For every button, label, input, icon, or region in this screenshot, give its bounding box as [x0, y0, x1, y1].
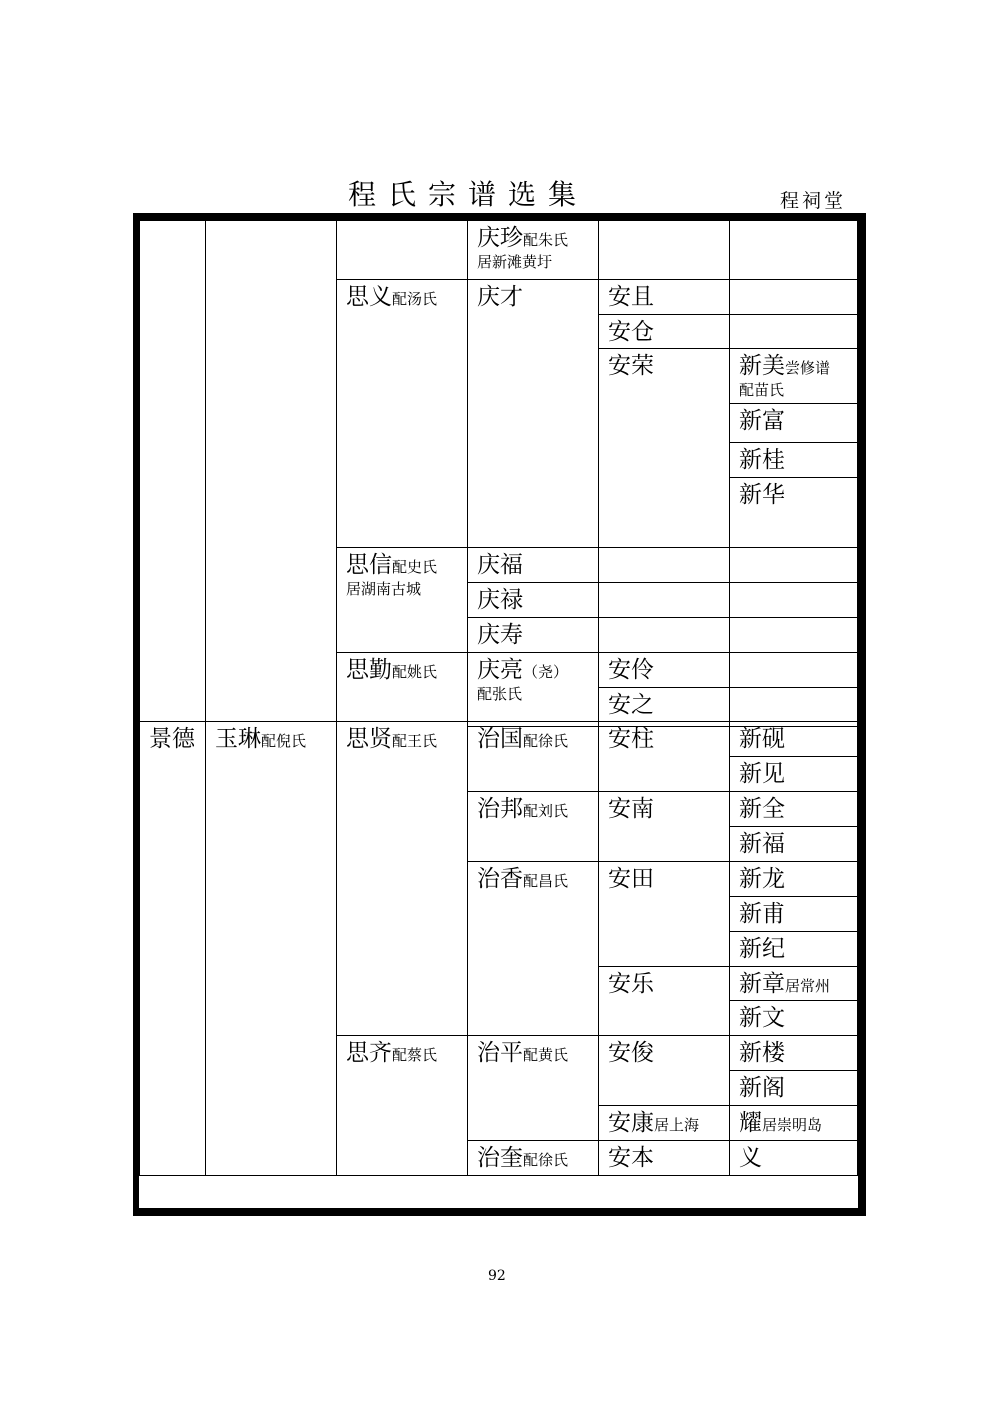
person-note: 配昌氏: [523, 872, 569, 890]
genealogy-entry: [205, 721, 337, 1176]
person-name: 治邦: [477, 796, 523, 822]
person-note-line2: 居新滩黄圩: [477, 253, 553, 271]
person-note-line2: 配苗氏: [739, 381, 785, 399]
genealogy-entry: [598, 791, 730, 862]
person-name: 庆亮: [477, 657, 523, 683]
genealogy-entry: [729, 1105, 858, 1141]
person-name: 思勤: [346, 657, 392, 683]
person-name: 安田: [608, 866, 654, 892]
genealogy-entry: [467, 582, 599, 618]
person-note: 尝修谱: [785, 359, 831, 377]
genealogy-entry: [467, 279, 599, 548]
person-name: 治奎: [477, 1145, 523, 1171]
person-name: 新见: [739, 761, 785, 787]
person-name: 新桂: [739, 447, 785, 473]
empty-cell: [729, 617, 858, 653]
genealogy-entry: [598, 966, 730, 1036]
person-note: （尧）: [523, 663, 569, 681]
empty-cell: [729, 652, 858, 688]
empty-cell: [598, 220, 730, 280]
person-note: 居常州: [785, 977, 831, 995]
genealogy-entry: [598, 1035, 730, 1106]
person-name: 新华: [739, 482, 785, 508]
genealogy-entry: [729, 756, 858, 792]
genealogy-entry: [467, 1035, 599, 1141]
person-name: 思齐: [346, 1040, 392, 1066]
genealogy-entry: [729, 442, 858, 478]
person-name: 新纪: [739, 936, 785, 962]
person-name: 安南: [608, 796, 654, 822]
person-name: 安柱: [608, 726, 654, 752]
genealogy-entry: [467, 721, 599, 792]
person-name: 景德: [149, 726, 195, 752]
person-note: 配徐氏: [523, 1151, 569, 1169]
genealogy-entry: [729, 1000, 858, 1036]
page-title: 程氏宗谱选集: [348, 178, 589, 211]
person-name: 治平: [477, 1040, 523, 1066]
person-name: 新福: [739, 831, 785, 857]
genealogy-entry: [598, 861, 730, 967]
genealogy-entry: [598, 721, 730, 792]
genealogy-entry: [467, 1140, 599, 1176]
genealogy-entry: [729, 348, 858, 404]
person-name: 安俊: [608, 1040, 654, 1066]
genealogy-table: [139, 220, 858, 1208]
genealogy-entry: [729, 826, 858, 862]
person-name: 新楼: [739, 1040, 785, 1066]
person-name: 玉琳: [215, 726, 261, 752]
person-name: 安本: [608, 1145, 654, 1171]
person-name: 新文: [739, 1005, 785, 1031]
empty-cell: [729, 547, 858, 583]
genealogy-entry: [729, 721, 858, 757]
genealogy-entry: [336, 721, 468, 1036]
person-note: 配倪氏: [261, 732, 307, 750]
genealogy-entry: [467, 617, 599, 653]
person-name: 新龙: [739, 866, 785, 892]
person-note: 居崇明岛: [762, 1116, 823, 1134]
person-name: 庆福: [477, 552, 523, 578]
genealogy-entry: [598, 348, 730, 548]
person-name: 新全: [739, 796, 785, 822]
genealogy-entry: [336, 279, 468, 548]
genealogy-entry: [336, 547, 468, 653]
person-name: 安且: [608, 284, 654, 310]
person-name: 新甫: [739, 901, 785, 927]
genealogy-entry: [598, 1105, 730, 1141]
genealogy-entry: [336, 652, 468, 722]
empty-cell: [336, 220, 468, 280]
person-name: 新富: [739, 408, 785, 434]
genealogy-entry: [139, 721, 206, 1176]
person-note: 配王氏: [392, 732, 438, 750]
person-name: 安乐: [608, 971, 654, 997]
person-note: 居上海: [654, 1116, 700, 1134]
genealogy-entry: [467, 547, 599, 583]
genealogy-entry: [598, 687, 730, 722]
person-name: 安康: [608, 1110, 654, 1136]
genealogy-entry: [598, 279, 730, 315]
person-name: 思信: [346, 552, 392, 578]
genealogy-entry: [729, 1140, 858, 1176]
genealogy-entry: [729, 791, 858, 827]
person-name: 新砚: [739, 726, 785, 752]
genealogy-table-frame: [133, 213, 866, 1216]
person-name: 庆禄: [477, 587, 523, 613]
genealogy-entry: [467, 220, 599, 280]
person-name: 庆珍: [477, 225, 523, 251]
empty-cell: [729, 687, 858, 722]
genealogy-entry: [729, 896, 858, 932]
empty-cell: [598, 547, 730, 583]
empty-cell: [729, 314, 858, 349]
person-name: 庆寿: [477, 622, 523, 648]
person-note: 配朱氏: [523, 231, 569, 249]
person-note: 配史氏: [392, 558, 438, 576]
genealogy-entry: [598, 652, 730, 688]
person-note: 配黄氏: [523, 1046, 569, 1064]
genealogy-entry: [729, 1070, 858, 1106]
genealogy-entry: [729, 1035, 858, 1071]
person-note-line2: 配张氏: [477, 685, 523, 703]
person-note: 配蔡氏: [392, 1046, 438, 1064]
person-name: 思贤: [346, 726, 392, 752]
genealogy-entry: [729, 403, 858, 443]
empty-cell: [729, 220, 858, 280]
person-name: 耀: [739, 1110, 762, 1136]
empty-cell: [205, 220, 337, 722]
page-number: 92: [488, 1268, 506, 1284]
genealogy-entry: [729, 477, 858, 548]
person-note: 配徐氏: [523, 732, 569, 750]
empty-cell: [729, 582, 858, 618]
empty-cell: [139, 220, 206, 722]
genealogy-entry: [729, 966, 858, 1001]
person-name: 治国: [477, 726, 523, 752]
person-name: 新章: [739, 971, 785, 997]
person-name: 安之: [608, 692, 654, 718]
person-name: 新美: [739, 353, 785, 379]
genealogy-entry: [336, 1035, 468, 1176]
person-note: 配刘氏: [523, 802, 569, 820]
person-name: 新阁: [739, 1075, 785, 1101]
person-name: 安伶: [608, 657, 654, 683]
genealogy-entry: [598, 314, 730, 349]
empty-cell: [729, 279, 858, 315]
empty-cell: [598, 582, 730, 618]
person-note: 配汤氏: [392, 290, 438, 308]
person-note: 配姚氏: [392, 663, 438, 681]
genealogy-entry: [729, 931, 858, 967]
empty-cell: [598, 617, 730, 653]
genealogy-entry: [598, 1140, 730, 1176]
person-name: 义: [739, 1145, 762, 1171]
person-note-line2: 居湖南古城: [346, 580, 422, 598]
person-name: 安仓: [608, 319, 654, 345]
hall-name: 程祠堂: [780, 190, 847, 212]
genealogy-entry: [467, 861, 599, 1036]
genealogy-entry: [729, 861, 858, 897]
person-name: 安荣: [608, 353, 654, 379]
person-name: 思义: [346, 284, 392, 310]
person-name: 治香: [477, 866, 523, 892]
genealogy-entry: [467, 791, 599, 862]
person-name: 庆才: [477, 284, 523, 310]
genealogy-entry: [467, 652, 599, 722]
